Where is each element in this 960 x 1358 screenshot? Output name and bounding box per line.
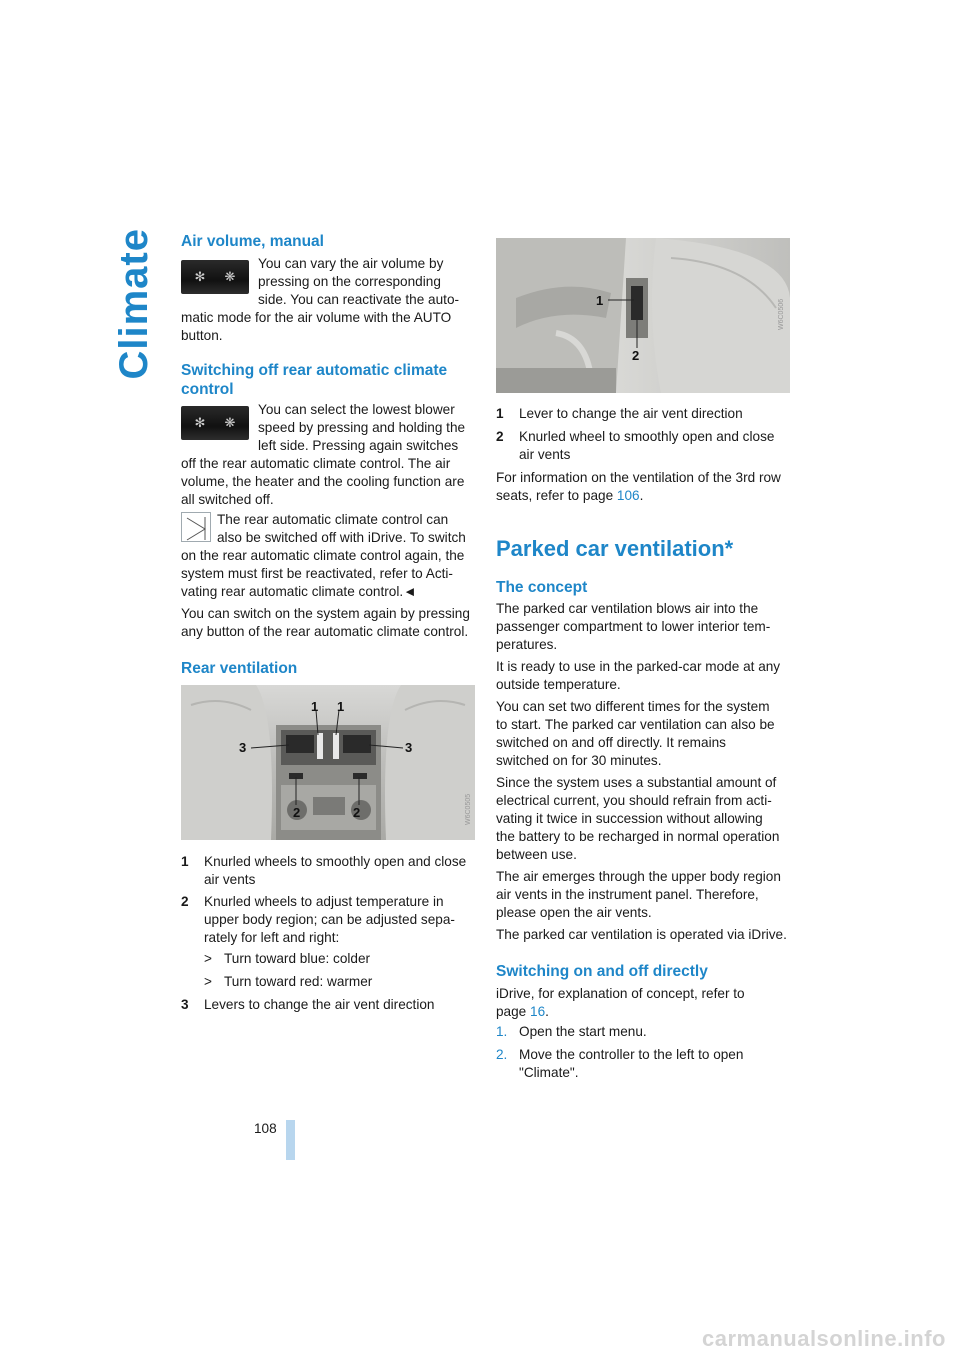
switch-on-text (181, 605, 481, 641)
text-line: switched on for 30 minutes. (496, 753, 662, 768)
text-line: to start. The parked car ventilation can also be (496, 717, 775, 732)
concept-paragraph-6: The parked car ventilation is operated via iDrive. (496, 927, 787, 942)
legend-number: 2 (181, 894, 189, 909)
text-line: also be switched off with iDrive. To switch (217, 530, 466, 545)
page-number-bar (286, 1120, 295, 1160)
legend-item-3 (181, 996, 481, 1014)
text-line: electrical current, you should refrain from acti- (496, 793, 772, 808)
legend-number: 3 (181, 997, 189, 1012)
legend-number: 1 (181, 854, 189, 869)
text-line (496, 1003, 796, 1021)
step-item-2 (496, 1046, 796, 1082)
photo-code: W6C0505 (465, 793, 472, 825)
text-line: side. You can reactivate the auto- (258, 292, 460, 307)
heading-air-volume: Air volume, manual (181, 233, 324, 250)
legend-text (204, 996, 481, 1014)
callout-3-right: 3 (405, 740, 413, 755)
note-text-wrap (217, 511, 479, 547)
text-line: Since the system uses a substantial amount of (496, 775, 777, 790)
heading-rear-ventilation: Rear ventilation (181, 660, 298, 677)
callout-1-left: 1 (311, 699, 319, 714)
bullet-text: Turn toward red: warmer (224, 974, 373, 989)
text-line: Knurled wheels to adjust temperature in (204, 894, 444, 909)
text-line: Move the controller to the left to open (519, 1047, 744, 1062)
bullet-mark: > (204, 951, 212, 966)
concept-paragraph-3 (496, 698, 796, 770)
heading-line: control (181, 381, 234, 398)
air-volume-text-wrap (258, 255, 478, 309)
text-line: vating it twice in succession without allowing (496, 811, 763, 826)
text-run: page (496, 1004, 531, 1019)
text-line: switched on and off directly. It remains (496, 735, 726, 750)
air-volume-text-rest (181, 309, 481, 345)
text-line: matic mode for the air volume with the AUTO (181, 310, 452, 325)
door-vent-photo (496, 238, 790, 393)
heading-parked-car-ventilation: Parked car ventilation* (496, 536, 734, 561)
legend-text (204, 853, 481, 889)
text-line: passenger compartment to lower interior tem- (496, 619, 771, 634)
switch-off-text-wrap (258, 401, 478, 455)
concept-paragraph-4 (496, 774, 796, 864)
note-icon (181, 512, 211, 542)
text-line: The rear automatic climate control can (217, 512, 449, 527)
callout-1-right: 1 (337, 699, 345, 714)
heading-switch-off (181, 361, 447, 399)
footer-watermark: carmanualsonline.info (702, 1326, 946, 1351)
step-item-1 (496, 1023, 796, 1041)
text-line: "Climate". (519, 1065, 579, 1080)
bullet-item-warmer (204, 973, 474, 991)
text-line: You can select the lowest blower (258, 402, 455, 417)
legend-text (519, 405, 796, 423)
fan-high-icon: ❋ (224, 415, 236, 430)
text-line: pressing on the corresponding (258, 274, 441, 289)
step-text (519, 1046, 796, 1082)
idrive-text (496, 985, 796, 1021)
text-line: off the rear automatic climate control. The air (181, 456, 451, 471)
legend-item-2 (181, 893, 481, 947)
text-line: Lever to change the air vent direction (519, 406, 743, 421)
text-line: air vents in the instrument panel. Therefore, (496, 887, 759, 902)
text-line: outside temperature. (496, 677, 621, 692)
callout-2-right: 2 (353, 805, 361, 820)
bullet-text: Turn toward blue: colder (224, 951, 371, 966)
right-legend-item-2 (496, 428, 796, 464)
text-line: all switched off. (181, 492, 274, 507)
legend-number: 2 (496, 429, 504, 444)
text-run: seats, refer to page (496, 488, 617, 503)
text-line: upper body region; can be adjusted sepa- (204, 912, 455, 927)
text-line: The air emerges through the upper body region (496, 869, 781, 884)
callout-3-left: 3 (239, 740, 247, 755)
legend-item-1 (181, 853, 481, 889)
third-row-text (496, 469, 796, 505)
switch-off-text-rest (181, 455, 481, 509)
text-line: Knurled wheels to smoothly open and close (204, 854, 467, 869)
text-line: the battery to be recharged in normal operation (496, 829, 780, 844)
text-line: air vents (519, 447, 571, 462)
fan-low-icon: ✻ (194, 415, 206, 430)
text-line: Levers to change the air vent direction (204, 997, 435, 1012)
text-line: air vents (204, 872, 256, 887)
text-line: Knurled wheel to smoothly open and close (519, 429, 775, 444)
note-text-rest (181, 547, 481, 601)
heading-switch-direct: Switching on and off directly (496, 963, 708, 980)
text-line: system must first be reactivated, refer to Acti- (181, 566, 453, 581)
text-line: You can vary the air volume by (258, 256, 444, 271)
rear-vent-illustration (181, 685, 475, 840)
text-line: on the rear automatic climate control again, the (181, 548, 465, 563)
text-line: any button of the rear automatic climate control. (181, 624, 469, 639)
heading-line: Switching off rear automatic climate (181, 362, 448, 379)
concept-paragraph-5 (496, 868, 796, 922)
text-line: The parked car ventilation blows air into the (496, 601, 759, 616)
text-line: between use. (496, 847, 577, 862)
text-line: It is ready to use in the parked-car mode at any (496, 659, 781, 674)
text-line: vating rear automatic climate control.◄ (181, 584, 417, 599)
text-line: You can switch on the system again by pressing (181, 606, 470, 621)
fan-high-icon: ❋ (224, 269, 236, 284)
text-run: . (545, 1004, 549, 1019)
text-line (496, 487, 796, 505)
chapter-title: Climate (112, 228, 156, 380)
text-line: button. (181, 328, 223, 343)
page-link-106[interactable]: 106 (616, 488, 640, 503)
door-vent-illustration (496, 238, 790, 393)
legend-number: 1 (496, 406, 504, 421)
callout-1: 1 (596, 293, 604, 308)
right-legend-item-1 (496, 405, 796, 423)
text-line: left side. Pressing again switches (258, 438, 459, 453)
step-number: 1. (496, 1024, 508, 1039)
text-line: rately for left and right: (204, 930, 340, 945)
callout-2-left: 2 (293, 805, 301, 820)
photo-code: W6C0506 (778, 298, 785, 330)
bullet-item-colder (204, 950, 474, 968)
fan-low-icon: ✻ (194, 269, 206, 284)
legend-text (519, 428, 796, 464)
concept-paragraph-2 (496, 658, 796, 694)
text-line: volume, the heater and the cooling function are (181, 474, 465, 489)
air-volume-button-image (181, 260, 249, 294)
text-line: You can set two different times for the system (496, 699, 770, 714)
callout-2: 2 (632, 348, 640, 363)
step-number: 2. (496, 1047, 508, 1062)
heading-concept: The concept (496, 579, 588, 596)
text-line: peratures. (496, 637, 558, 652)
concept-paragraph-1 (496, 600, 796, 654)
switch-off-button-image (181, 406, 249, 440)
text-run: . (639, 488, 644, 503)
legend-text (204, 893, 481, 947)
text-line: please open the air vents. (496, 905, 652, 920)
rear-ventilation-photo (181, 685, 475, 840)
bullet-mark: > (204, 974, 212, 989)
page-link-16[interactable]: 16 (530, 1004, 546, 1019)
page-number: 108 (254, 1121, 277, 1136)
text-line: iDrive, for explanation of concept, refer to (496, 986, 745, 1001)
text-line: speed by pressing and holding the (258, 420, 466, 435)
text-line: Open the start menu. (519, 1024, 647, 1039)
text-line: For information on the ventilation of the 3rd row (496, 470, 781, 485)
step-text (519, 1023, 796, 1041)
